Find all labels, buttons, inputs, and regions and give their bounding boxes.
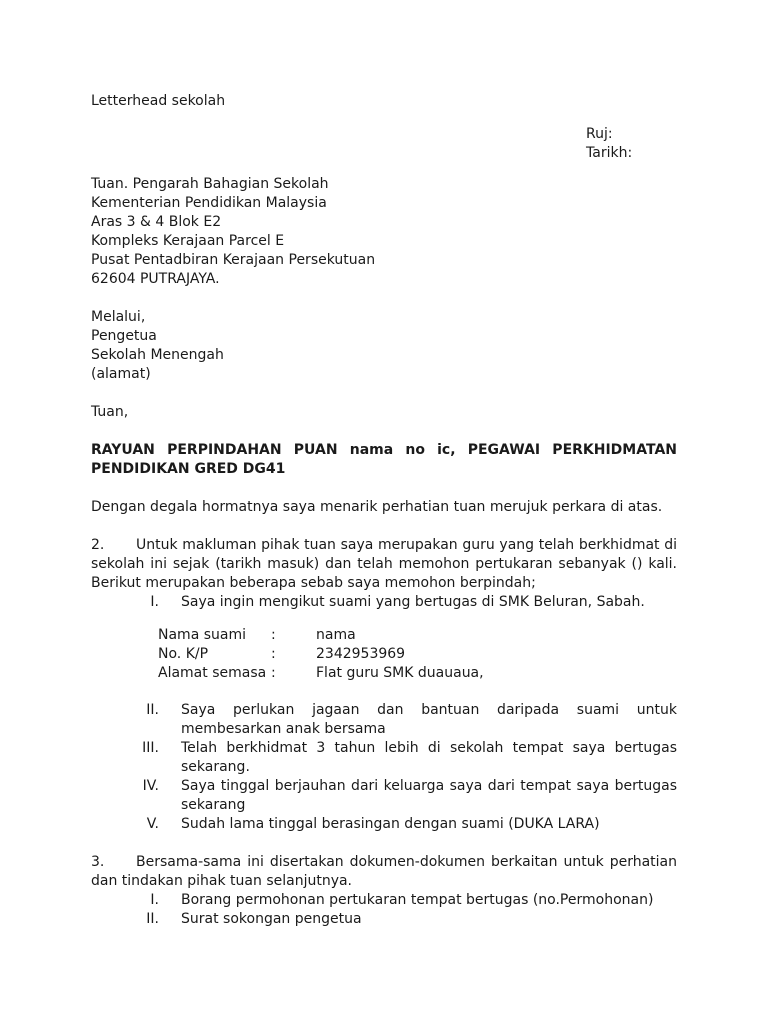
ref-ruj: Ruj: <box>586 126 613 142</box>
recipient-line: Pusat Pentadbiran Kerajaan Persekutuan <box>91 252 376 268</box>
paragraph-2 <box>91 536 677 593</box>
via-line: (alamat) <box>91 366 151 382</box>
detail-value: Flat guru SMK duauaua, <box>316 665 484 681</box>
husband-details <box>0 626 768 683</box>
reason-text: Sudah lama tinggal berasingan dengan suami (DUKA LARA) <box>181 816 600 832</box>
recipient-line: Tuan. Pengarah Bahagian Sekolah <box>91 176 329 192</box>
subject-line: RAYUAN PERPINDAHAN PUAN nama no ic, PEGAWAI PERKHIDMATAN <box>91 442 677 458</box>
reason-text <box>181 777 677 815</box>
detail-value: nama <box>316 627 356 643</box>
document-number: I. <box>150 892 159 908</box>
paragraph-line: sekolah ini sejak (tarikh masuk) dan telah memohon pertukaran sebanyak () kali. <box>91 556 677 572</box>
paragraph-line: Berikut merupakan beberapa sebab saya memohon berpindah; <box>91 575 536 591</box>
paragraph-line: dan tindakan pihak tuan selanjutnya. <box>91 873 353 889</box>
paragraph-line <box>91 536 677 555</box>
detail-colon: : <box>271 665 276 681</box>
reason-number: IV. <box>142 778 159 794</box>
via-address <box>91 308 224 384</box>
reference-block <box>586 125 632 163</box>
reason-text: Saya ingin mengikut suami yang bertugas di SMK Beluran, Sabah. <box>181 594 645 610</box>
recipient-line: Aras 3 & 4 Blok E2 <box>91 214 222 230</box>
subject-heading <box>91 441 677 479</box>
recipient-address <box>91 175 375 289</box>
detail-colon: : <box>271 627 276 643</box>
reason-number: V. <box>146 816 159 832</box>
paragraph-number: 3. <box>91 854 105 870</box>
document-text: Surat sokongan pengetua <box>181 911 362 927</box>
recipient-line: Kompleks Kerajaan Parcel E <box>91 233 285 249</box>
salutation: Tuan, <box>91 404 129 420</box>
paragraph-text: Bersama-sama ini disertakan dokumen-dokumen berkaitan untuk perhatian <box>136 854 677 870</box>
reason-line: sekarang <box>181 797 246 813</box>
reason-line: sekarang. <box>181 759 250 775</box>
letterhead: Letterhead sekolah <box>91 93 226 109</box>
reason-line: Saya tinggal berjauhan dari keluarga saya dari tempat saya bertugas <box>181 778 677 794</box>
opening-paragraph: Dengan degala hormatnya saya menarik perhatian tuan merujuk perkara di atas. <box>91 499 663 515</box>
reason-number: III. <box>142 740 159 756</box>
recipient-line: Kementerian Pendidikan Malaysia <box>91 195 327 211</box>
via-line: Sekolah Menengah <box>91 347 224 363</box>
recipient-line: 62604 PUTRAJAYA. <box>91 271 220 287</box>
document-number: II. <box>146 911 159 927</box>
paragraph-number: 2. <box>91 537 105 553</box>
reason-line: Telah berkhidmat 3 tahun lebih di sekolah tempat saya bertugas <box>181 740 677 756</box>
detail-label: No. K/P <box>158 646 209 662</box>
paragraph-text: Untuk makluman pihak tuan saya merupakan guru yang telah berkhidmat di <box>136 537 677 553</box>
via-line: Pengetua <box>91 328 157 344</box>
paragraph-line <box>91 853 677 872</box>
reason-number: I. <box>150 594 159 610</box>
document-text: Borang permohonan pertukaran tempat bertugas (no.Permohonan) <box>181 892 654 908</box>
reason-text <box>181 701 677 739</box>
reason-number: II. <box>146 702 159 718</box>
reason-line: membesarkan anak bersama <box>181 721 386 737</box>
reason-line: Saya perlukan jagaan dan bantuan daripada suami untuk <box>181 702 677 718</box>
detail-label: Nama suami <box>158 627 246 643</box>
paragraph-3 <box>91 853 677 891</box>
detail-colon: : <box>271 646 276 662</box>
detail-label: Alamat semasa <box>158 665 267 681</box>
ref-tarikh: Tarikh: <box>586 145 633 161</box>
via-line: Melalui, <box>91 309 146 325</box>
reason-text <box>181 739 677 777</box>
detail-value: 2342953969 <box>316 646 406 662</box>
subject-line: PENDIDIKAN GRED DG41 <box>91 461 286 477</box>
